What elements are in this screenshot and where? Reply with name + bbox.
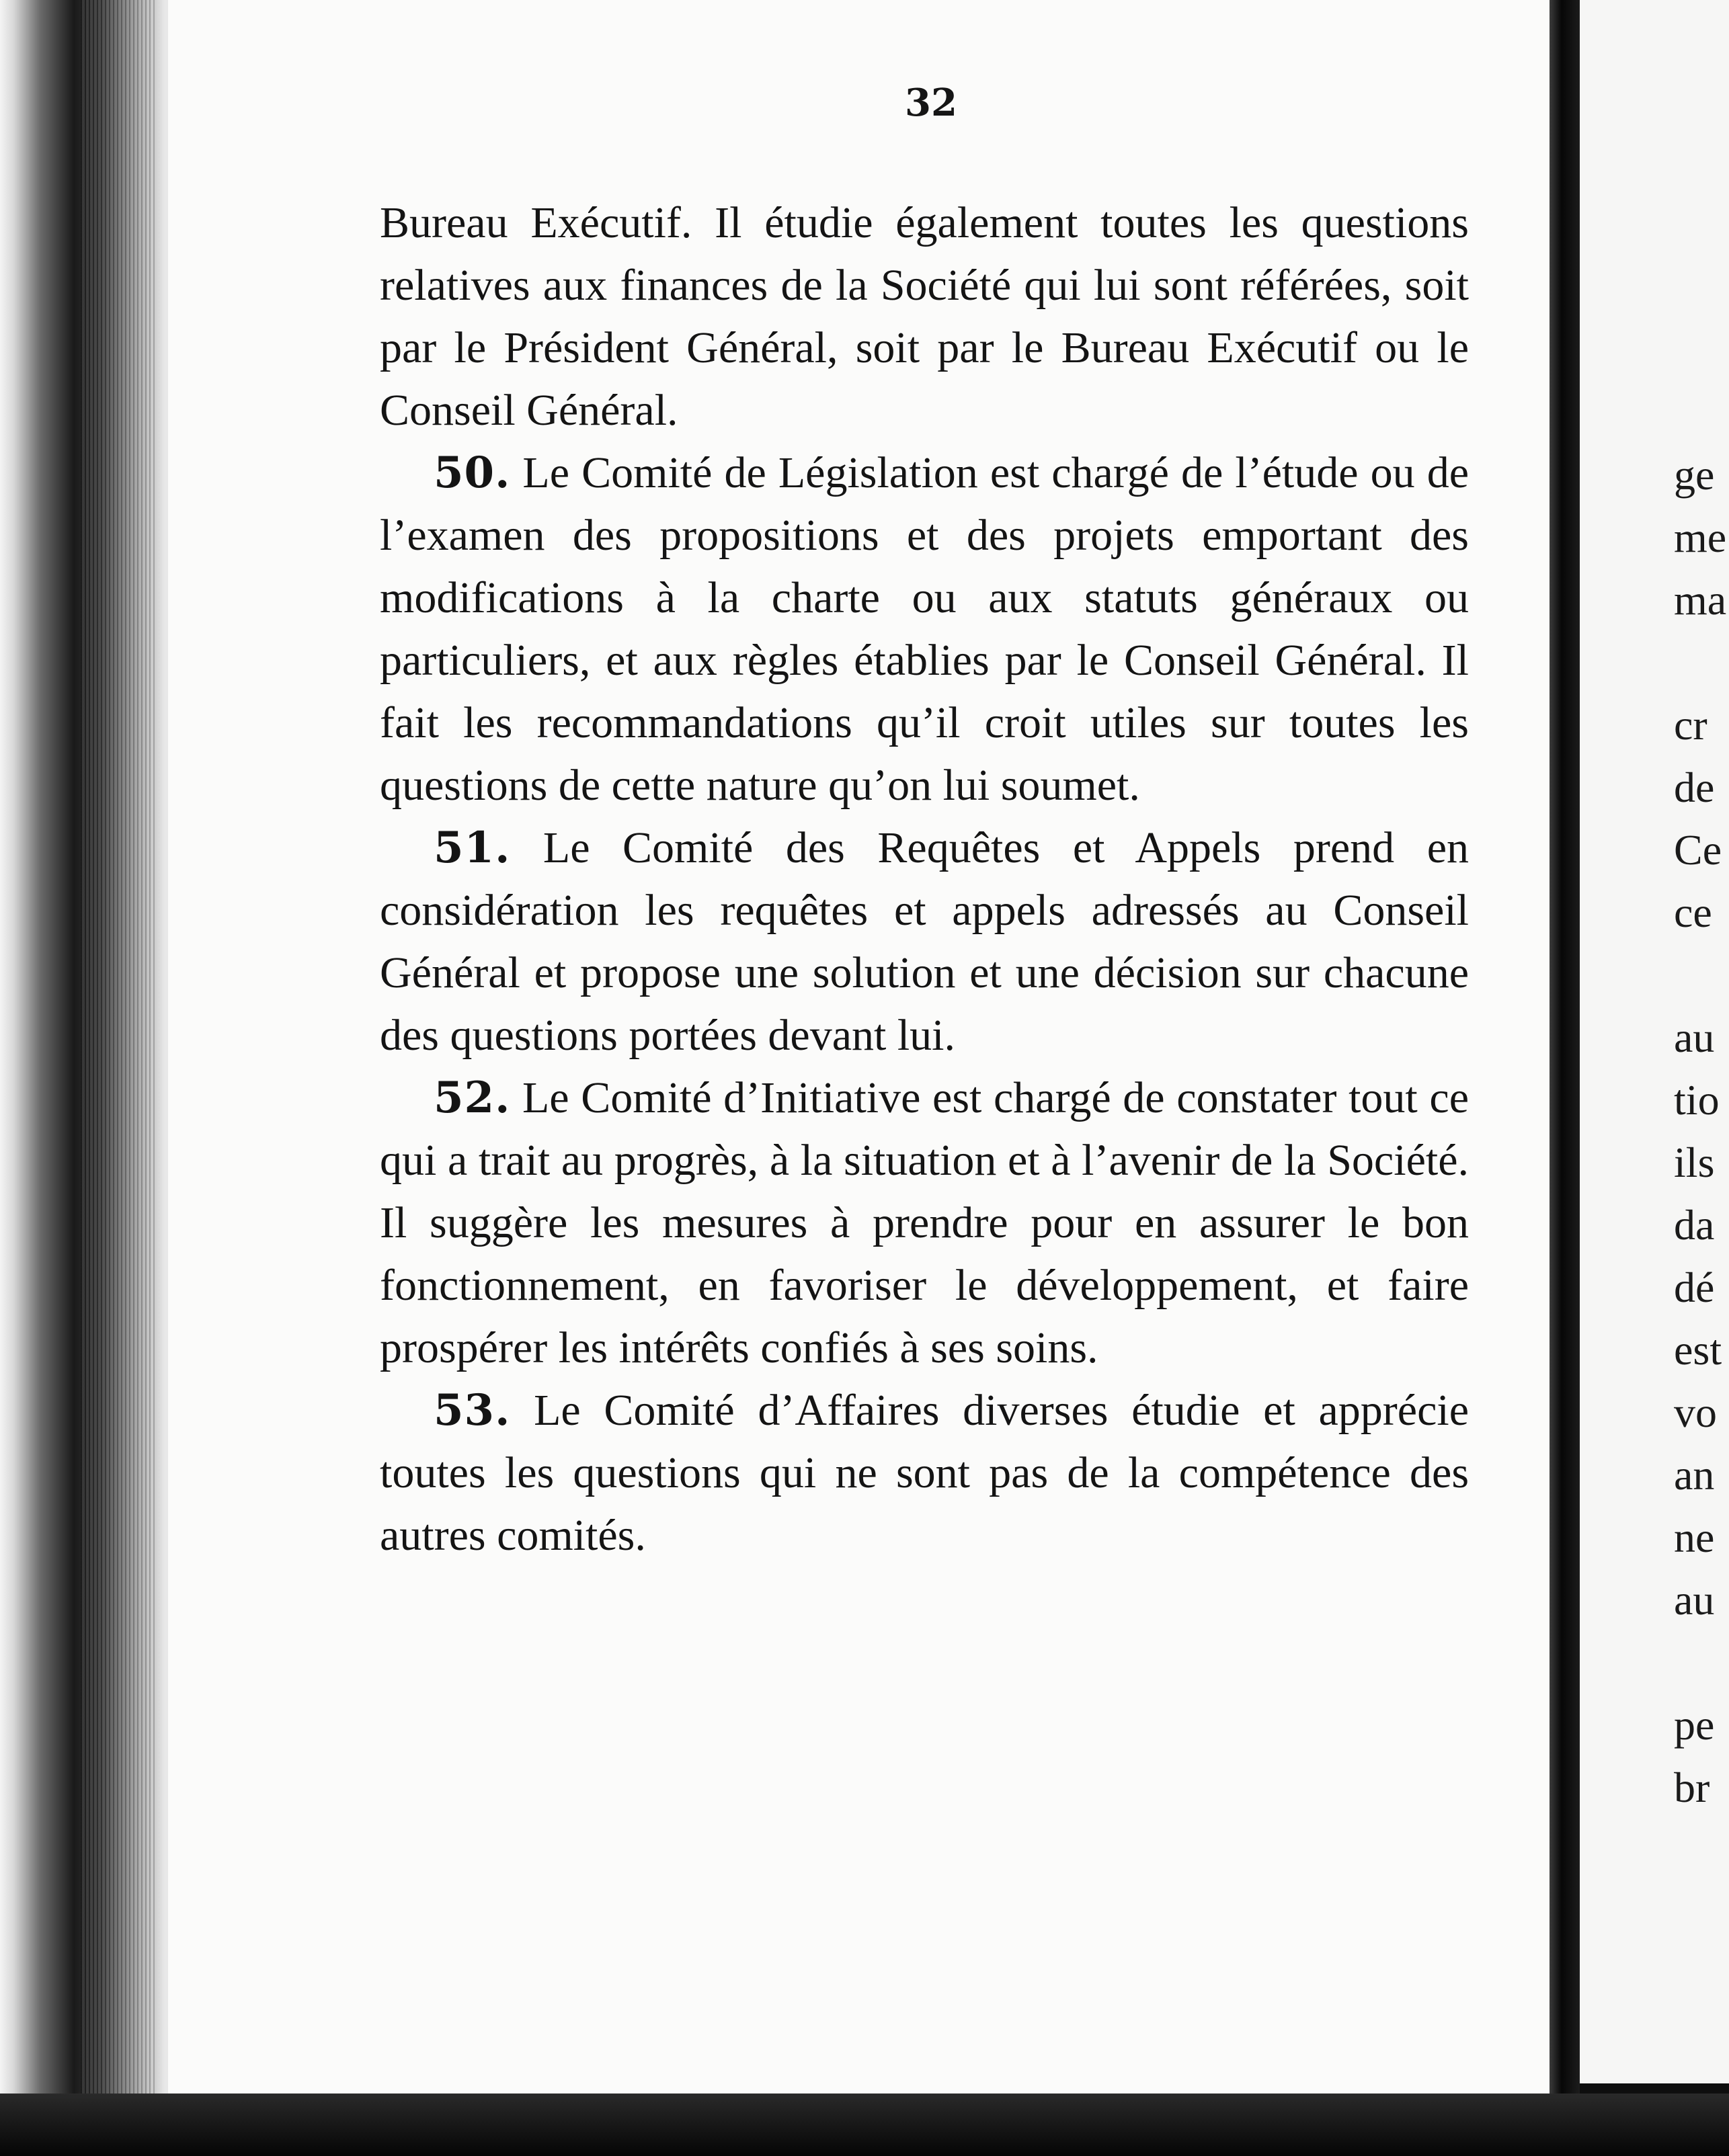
next-page-line: da: [1674, 1201, 1715, 1249]
next-page-line: [1674, 631, 1726, 694]
next-page-line: de: [1674, 763, 1715, 811]
article-number: 52.: [434, 1073, 511, 1123]
article-number: 53.: [434, 1385, 511, 1436]
paragraph-text: Le Comité d’Affaires diverses étudie et apprécie toutes les questions qui ne sont pas de la compétence des autres comités.: [380, 1386, 1469, 1560]
paragraph-text: Le Comité d’Initiative est chargé de constater tout ce qui a trait au progrès, à la situation et à l’avenir de la Société. Il suggère les mesures à prendre pour en assurer le bon fonctionnement, en favoriser le développement, et faire prospérer les intérêts confiés à ses soins.: [380, 1073, 1469, 1372]
paragraph-text: Le Comité des Requêtes et Appels prend en considération les requêtes et appels adressés au Conseil Général et propose une solution et une décision sur chacune des questions portées devant lui.: [380, 823, 1469, 1060]
next-page-line: [1674, 1631, 1726, 1694]
article-number: 51.: [434, 823, 511, 873]
next-page-line: ne: [1674, 1514, 1715, 1561]
next-page-line: ce: [1674, 888, 1712, 936]
next-page-line: au: [1674, 1013, 1715, 1061]
scan-bottom-border: [0, 2093, 1729, 2156]
next-page-line: vo: [1674, 1388, 1717, 1436]
next-page-line: cr: [1674, 701, 1707, 749]
paragraph-text: Bureau Exécutif. Il étudie également toutes les questions relatives aux finances de la Société qui lui sont référées, soit par le Président Général, soit par le Bureau Exécutif ou le Conseil Général.: [380, 198, 1469, 435]
next-page-line: [1674, 944, 1726, 1006]
book-gutter: [1550, 0, 1580, 2156]
next-page-line: ge: [1674, 451, 1715, 499]
next-page-line: ma: [1674, 576, 1727, 624]
page-number: 32: [905, 81, 957, 125]
next-page-line: pe: [1674, 1701, 1715, 1749]
next-page-line: an: [1674, 1451, 1715, 1499]
article-51: [380, 817, 1469, 1067]
page-body: [380, 192, 1469, 1567]
next-page-line: au: [1674, 1576, 1715, 1624]
next-page-line: Ce: [1674, 826, 1722, 874]
next-page-line: me: [1674, 513, 1727, 561]
page-stack-edges: [81, 0, 155, 2156]
next-page-line: ils: [1674, 1138, 1715, 1186]
paragraph-continuation: [380, 192, 1469, 442]
next-page-text: [1674, 444, 1726, 1819]
article-number: 50.: [434, 448, 511, 498]
article-50: [380, 442, 1469, 817]
next-page-line: tio: [1674, 1076, 1720, 1124]
next-page-sliver: [1580, 0, 1729, 2083]
paragraph-text: Le Comité de Législation est chargé de l’étude ou de l’examen des propositions et des projets emportant des modifications à la charte ou aux statuts généraux ou particuliers, et aux règles établies par le Conseil Général. Il fait les recommandations qu’il croit utiles sur toutes les questions de cette nature qu’on lui soumet.: [380, 448, 1469, 810]
next-page-line: dé: [1674, 1263, 1715, 1311]
article-52: [380, 1067, 1469, 1379]
article-53: [380, 1379, 1469, 1567]
next-page-line: est: [1674, 1326, 1722, 1374]
next-page-line: br: [1674, 1764, 1710, 1811]
